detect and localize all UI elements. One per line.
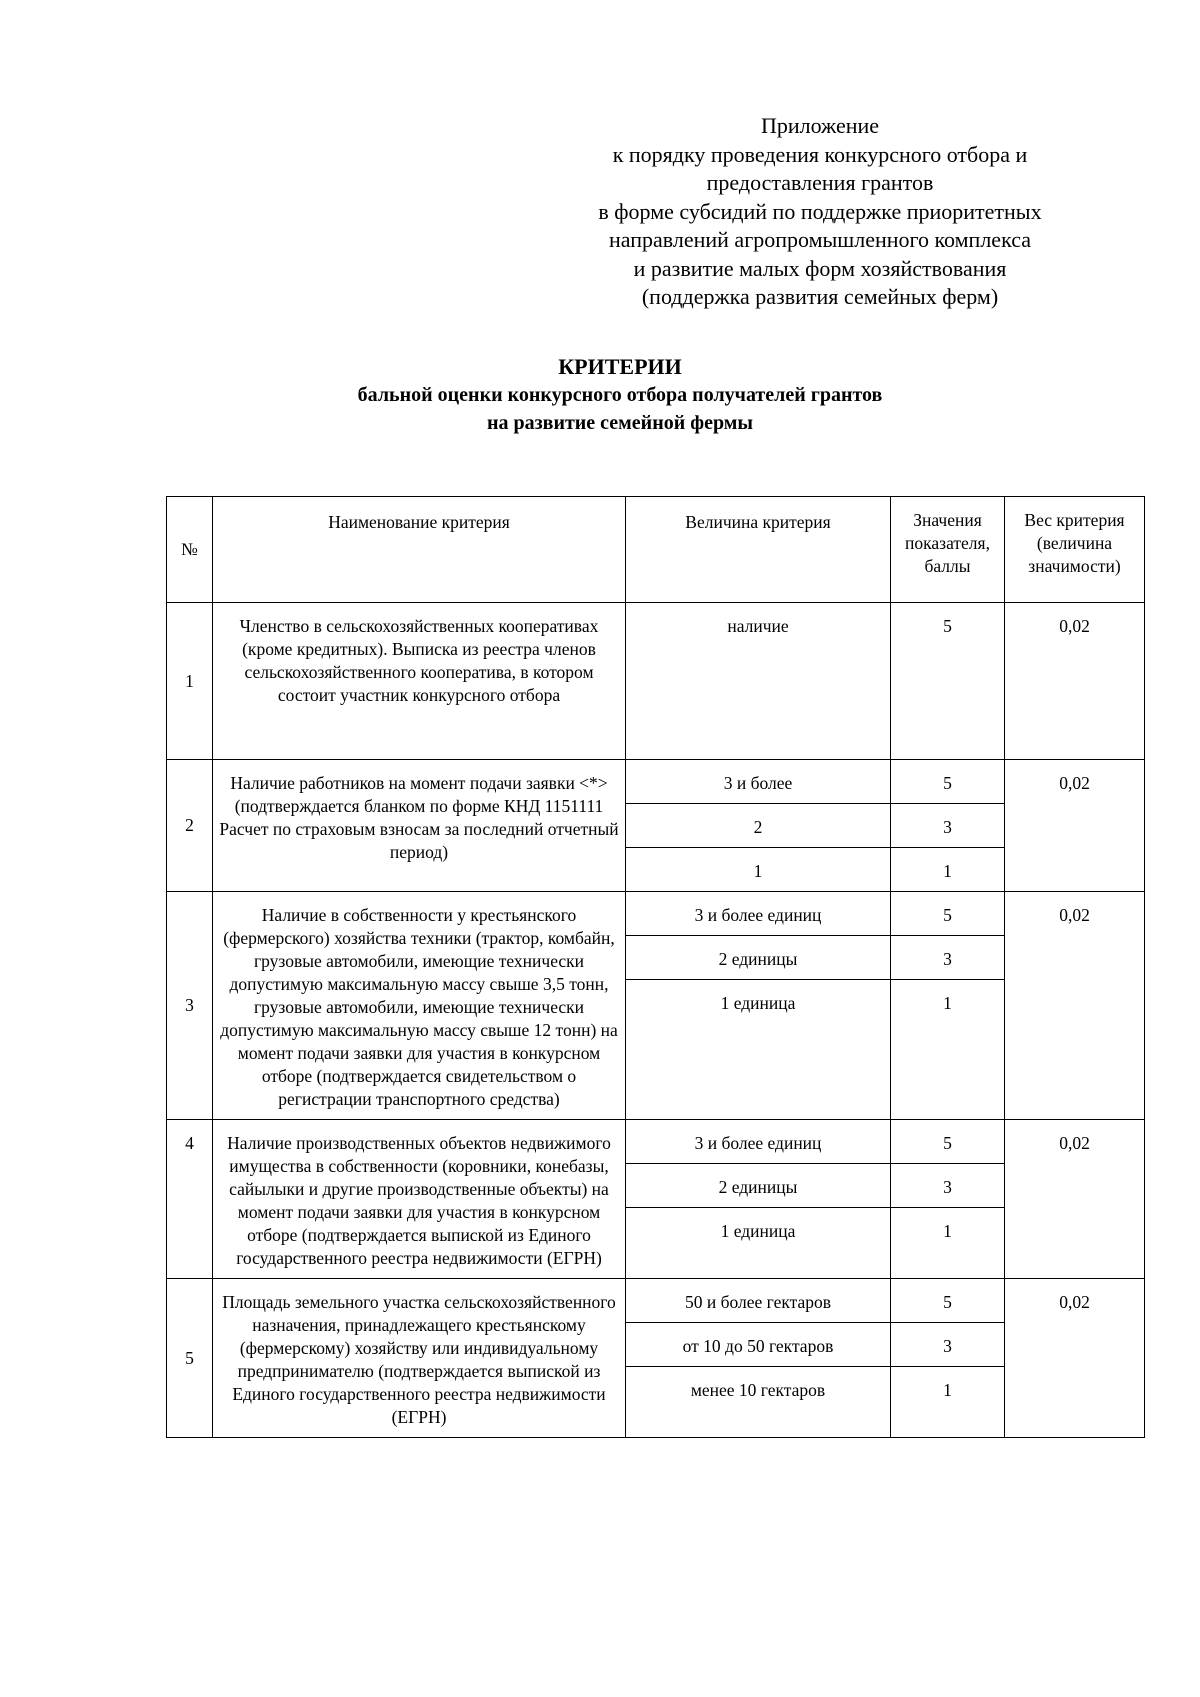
header-value: Величина критерия: [626, 497, 891, 603]
row-weight: 0,02: [1005, 1279, 1145, 1438]
row-points: 5: [891, 1279, 1005, 1323]
table-row: [167, 1279, 1145, 1323]
row-value: 3 и более единиц: [626, 1120, 891, 1164]
header-num: №: [167, 497, 213, 603]
appendix-line: предоставления грантов: [706, 170, 934, 195]
row-weight: 0,02: [1005, 1120, 1145, 1279]
row-value: от 10 до 50 гектаров: [626, 1323, 891, 1367]
appendix-line: (поддержка развития семейных ферм): [641, 284, 999, 309]
row-points: 1: [891, 980, 1005, 1120]
appendix-line: направлений агропромышленного комплекса: [608, 227, 1032, 252]
row-points: 5: [891, 760, 1005, 804]
row-value: наличие: [626, 603, 891, 760]
row-name: Наличие производственных объектов недвижимого имущества в собственности (коровники, конебазы, сайылыки и другие производственные объекты) на момент подачи заявки для участия в конкурсном отборе (подтверждается выпиской из Единого государственного реестра недвижимости (ЕГРН): [213, 1120, 626, 1279]
row-value: 2 единицы: [626, 936, 891, 980]
row-points: 3: [891, 804, 1005, 848]
row-value: менее 10 гектаров: [626, 1367, 891, 1438]
table-row: [167, 1120, 1145, 1164]
row-num: 5: [167, 1279, 213, 1438]
table-row: [167, 603, 1145, 760]
appendix-block: [560, 112, 1080, 312]
row-name: Площадь земельного участка сельскохозяйственного назначения, принадлежащего крестьянскому (фермерскому) хозяйству или индивидуальному предпринимателю (подтверждается выпиской из Единого государственного реестра недвижимости (ЕГРН): [213, 1279, 626, 1438]
row-points: 1: [891, 1367, 1005, 1438]
title-main: КРИТЕРИИ: [558, 354, 682, 379]
table-row: [167, 892, 1145, 936]
appendix-line: Приложение: [760, 113, 880, 138]
row-value: 50 и более гектаров: [626, 1279, 891, 1323]
row-weight: 0,02: [1005, 760, 1145, 892]
row-value: 2 единицы: [626, 1164, 891, 1208]
header-weight: Вес критерия (величина значимости): [1005, 497, 1145, 603]
row-value: 3 и более единиц: [626, 892, 891, 936]
table-row: [167, 760, 1145, 804]
row-points: 3: [891, 1164, 1005, 1208]
row-points: 3: [891, 1323, 1005, 1367]
document-title: [160, 353, 1080, 437]
row-points: 5: [891, 603, 1005, 760]
row-weight: 0,02: [1005, 603, 1145, 760]
appendix-line: к порядку проведения конкурсного отбора и: [612, 141, 1028, 167]
row-weight: 0,02: [1005, 892, 1145, 1120]
row-points: 1: [891, 848, 1005, 892]
row-name: Членство в сельскохозяйственных кооперативах (кроме кредитных). Выписка из реестра членов сельскохозяйственного кооператива, в котором состоит участник конкурсного отбора: [213, 603, 626, 760]
row-points: 3: [891, 936, 1005, 980]
row-points: 5: [891, 892, 1005, 936]
row-points: 5: [891, 1120, 1005, 1164]
row-value: 1 единица: [626, 1208, 891, 1279]
row-points: 1: [891, 1208, 1005, 1279]
header-name: Наименование критерия: [213, 497, 626, 603]
row-value: 2: [626, 804, 891, 848]
appendix-line: в форме субсидий по поддержке приоритетных: [598, 198, 1042, 224]
row-value: 3 и более: [626, 760, 891, 804]
title-line: на развитие семейной фермы: [486, 412, 754, 434]
row-num: 2: [167, 760, 213, 892]
table-header-row: [167, 497, 1145, 603]
row-value: 1: [626, 848, 891, 892]
appendix-line: и развитие малых форм хозяйствования: [633, 255, 1007, 281]
criteria-table: [166, 496, 1145, 1438]
row-num: 1: [167, 603, 213, 760]
row-name: Наличие работников на момент подачи заявки <*> (подтверждается бланком по форме КНД 1151111 Расчет по страховым взносам за последний отчетный период): [213, 760, 626, 892]
title-line: бальной оценки конкурсного отбора получателей грантов: [357, 384, 883, 406]
row-num: 3: [167, 892, 213, 1120]
row-num: 4: [167, 1120, 213, 1279]
header-points: Значения показателя, баллы: [891, 497, 1005, 603]
row-name: Наличие в собственности у крестьянского (фермерского) хозяйства техники (трактор, комбайн, грузовые автомобили, имеющие технически допустимую максимальную массу свыше 3,5 тонн, грузовые автомобили, имеющие технически допустимую максимальную массу свыше 12 тонн) на момент подачи заявки для участия в конкурсном отборе (подтверждается свидетельством о регистрации транспортного средства): [213, 892, 626, 1120]
row-value: 1 единица: [626, 980, 891, 1120]
